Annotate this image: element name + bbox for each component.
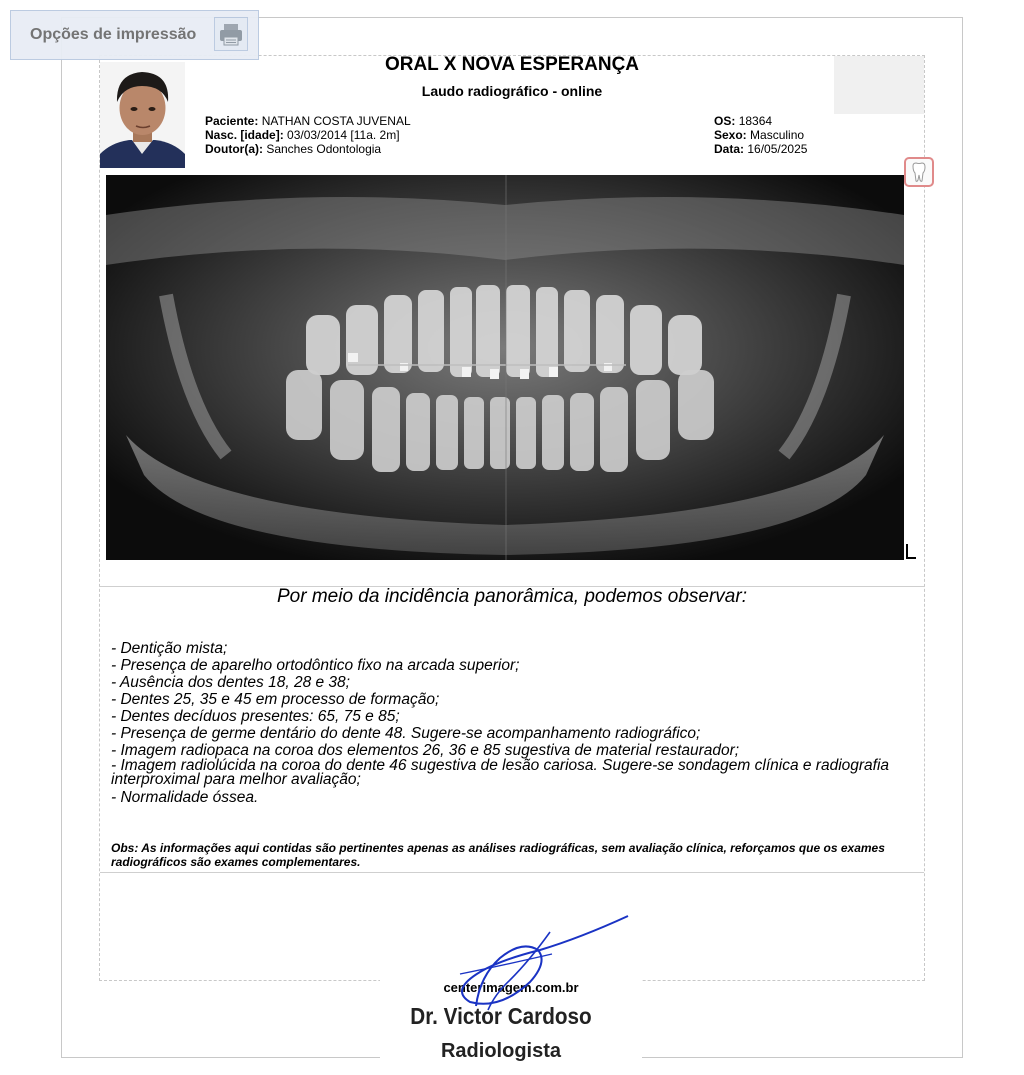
birth-label: Nasc. [idade]: <box>205 128 284 142</box>
patient-name-label: Paciente: <box>205 114 259 128</box>
finding-item: - Imagem radiopaca na coroa dos elementos 26, 36 e 85 sugestiva de material restaurador; <box>111 742 740 759</box>
corner-mark-icon <box>905 543 917 561</box>
patient-info-right <box>714 114 807 156</box>
report-subtitle: Laudo radiográfico - online <box>421 83 603 99</box>
birth-value: 03/03/2014 [11a. 2m] <box>287 128 400 142</box>
finding-item: - Imagem radiolúcida na coroa do dente 46 sugestiva de lesão cariosa. Sugere-se sondagem clínica e radiografia interproximal para melhor avaliação; <box>111 757 890 788</box>
doctor-label: Doutor(a): <box>205 142 263 156</box>
finding-item: - Ausência dos dentes 18, 28 e 38; <box>111 674 350 691</box>
os-label: OS: <box>714 114 736 128</box>
divider-bottom <box>100 872 924 873</box>
clinic-title: ORAL X NOVA ESPERANÇA <box>384 54 640 75</box>
signature-site: centerimagem.com.br <box>443 980 579 995</box>
findings-title: Por meio da incidência panorâmica, podemos observar: <box>277 586 747 607</box>
patient-photo <box>100 62 185 168</box>
printer-icon[interactable] <box>214 17 248 51</box>
print-options-button[interactable] <box>10 10 259 60</box>
os-value: 18364 <box>738 114 773 128</box>
finding-item: - Presença de aparelho ortodôntico fixo na arcada superior; <box>111 657 520 674</box>
tooth-icon[interactable] <box>904 157 934 187</box>
sex-value: Masculino <box>750 128 805 142</box>
handwritten-signature <box>440 910 640 1020</box>
findings-list <box>111 640 919 806</box>
finding-item: - Dentes decíduos presentes: 65, 75 e 85; <box>111 708 400 725</box>
finding-item: - Presença de germe dentário do dente 48. Sugere-se acompanhamento radiográfico; <box>111 725 701 742</box>
panoramic-xray-image <box>106 175 904 560</box>
finding-item: - Normalidade óssea. <box>111 789 259 806</box>
doctor-value: Sanches Odontologia <box>266 142 382 156</box>
observation-note: Obs: As informações aqui contidas são pertinentes apenas as análises radiográficas, sem avaliação clínica, reforçamos que os exames radiográficos são exames complementares. <box>111 841 885 869</box>
finding-item: - Dentição mista; <box>111 640 228 657</box>
doctor-name: Dr. Victor Cardoso <box>410 1003 592 1029</box>
doctor-role: Radiologista <box>440 1040 561 1062</box>
patient-info-left <box>205 114 411 156</box>
date-value: 16/05/2025 <box>747 142 808 156</box>
finding-item: - Dentes 25, 35 e 45 em processo de formação; <box>111 691 440 708</box>
date-label: Data: <box>714 142 745 156</box>
sex-label: Sexo: <box>714 128 747 142</box>
patient-name: NATHAN COSTA JUVENAL <box>261 114 411 128</box>
print-options-label: Opções de impressão <box>30 26 197 43</box>
